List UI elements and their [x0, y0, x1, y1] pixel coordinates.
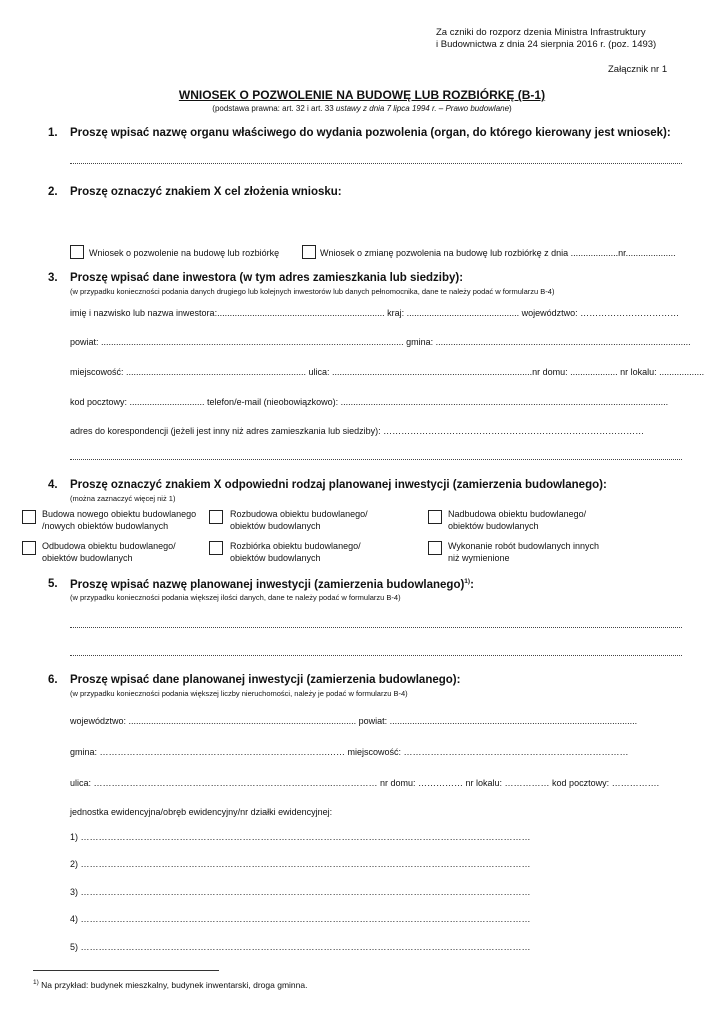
investment-name-field-2[interactable]: [70, 655, 682, 656]
header-line-1: Za czniki do rozporz dzenia Ministra Infrastruktury: [436, 27, 646, 38]
section-3-title: Proszę wpisać dane inwestora (w tym adres zamieszkania lub siedziby):: [70, 272, 464, 284]
checkbox-superstructure[interactable]: [428, 510, 442, 524]
section-1-title: Proszę wpisać nazwę organu właściwego do wydania pozwolenia (organ, do którego kierowany jest wniosek):: [70, 127, 671, 139]
section-4-note: (można zaznaczyć więcej niż 1): [70, 494, 176, 503]
authority-name-field[interactable]: [70, 163, 682, 164]
investor-name-row[interactable]: imię i nazwisko lub nazwa inwestora:................................................................... kraj: ............................................. województwo: ……………………………: [70, 308, 680, 318]
option-extension: Rozbudowa obiektu budowlanego/ obiektów budowlanych: [230, 509, 368, 531]
option-change-permit: Wniosek o zmianę pozwolenia na budowę lub rozbiórkę z dnia ...................nr....................: [320, 248, 676, 258]
cadastral-parcel-1[interactable]: 1) ……………………………………………………………………………………………………………………………………: [70, 832, 531, 842]
correspondence-address-row[interactable]: adres do korespondencji (jeżeli jest inny niż adres zamieszkania lub siedziby): ……………………………………………………………………………: [70, 426, 645, 436]
legal-basis: (podstawa prawna: art. 32 i art. 33 ustawy z dnia 7 lipca 1994 r. – Prawo budowlane): [212, 104, 512, 113]
cadastral-parcel-4[interactable]: 4) ……………………………………………………………………………………………………………………………………: [70, 914, 531, 924]
section-5-title: Proszę wpisać nazwę planowanej inwestycji (zamierzenia budowlanego)$^{1)}$:: [70, 578, 474, 591]
header-line-2: i Budownictwa z dnia 24 sierpnia 2016 r. (poz. 1493): [436, 39, 657, 50]
cadastral-parcel-2[interactable]: 2) ……………………………………………………………………………………………………………………………………: [70, 859, 531, 869]
section-1-number: 1.: [48, 127, 58, 139]
form-title: WNIOSEK O POZWOLENIE NA BUDOWĘ LUB ROZBIÓRKĘ (B-1): [178, 88, 546, 102]
checkbox-new-permit[interactable]: [70, 245, 84, 259]
checkbox-reconstruction[interactable]: [22, 541, 36, 555]
section-5-note: (w przypadku konieczności podania większej ilości danych, dane te należy podać w formularzu B-4): [70, 593, 401, 602]
investor-district-row[interactable]: powiat: ......................................................................................................................... gmina: ......................................................................................................: [70, 337, 691, 347]
footnote-separator: [33, 970, 219, 971]
section-6-note: (w przypadku konieczności podania większej liczby nieruchomości, należy je podać w formularzu B-4): [70, 689, 408, 698]
correspondence-address-field[interactable]: [70, 459, 682, 460]
option-reconstruction: Odbudowa obiektu budowlanego/ obiektów budowlanych: [42, 541, 176, 563]
option-demolition: Rozbiórka obiektu budowlanego/ obiektów budowlanych: [230, 541, 361, 563]
checkbox-other-works[interactable]: [428, 541, 442, 555]
section-3-note: (w przypadku konieczności podania danych drugiego lub kolejnych inwestorów lub danych pełnomocnika, dane te należy podać w formularzu B-4): [70, 287, 555, 296]
option-new-building: Budowa nowego obiektu budowlanego /nowych obiektów budowlanych: [42, 509, 197, 531]
section-6-number: 6.: [48, 674, 58, 686]
cadastral-parcel-5[interactable]: 5) ……………………………………………………………………………………………………………………………………: [70, 942, 531, 952]
section-6-title: Proszę wpisać dane planowanej inwestycji (zamierzenia budowlanego):: [70, 674, 461, 686]
checkbox-demolition[interactable]: [209, 541, 223, 555]
option-new-permit: Wniosek o pozwolenie na budowę lub rozbiórkę: [89, 248, 280, 258]
investment-street-row[interactable]: ulica: ……………………………………………………………………..…………… nr domu: …………… nr lokalu: …………… kod pocztowy: …………….: [70, 778, 660, 788]
section-4-number: 4.: [48, 479, 58, 491]
cadastral-parcel-3[interactable]: 3) ……………………………………………………………………………………………………………………………………: [70, 887, 531, 897]
investment-name-field-1[interactable]: [70, 627, 682, 628]
investor-contact-row[interactable]: kod pocztowy: .............................. telefon/e-mail (nieobowiązkowo): ...................................................................................................................................: [70, 397, 669, 407]
annex-label: Załącznik nr 1: [608, 64, 668, 75]
section-3-number: 3.: [48, 272, 58, 284]
option-superstructure: Nadbudowa obiektu budowlanego/ obiektów budowlanych: [448, 509, 587, 531]
section-2-number: 2.: [48, 186, 58, 198]
checkbox-new-building[interactable]: [22, 510, 36, 524]
cadastral-label: jednostka ewidencyjna/obręb ewidencyjny/nr działki ewidencyjnej:: [70, 807, 333, 817]
section-5-number: 5.: [48, 578, 58, 590]
section-4-title: Proszę oznaczyć znakiem X odpowiedni rodzaj planowanej inwestycji (zamierzenia budowlanego):: [70, 479, 607, 491]
investment-municipality-row[interactable]: gmina: ………………………………………………………………….…… miejscowość: …………………………………………………………………: [70, 747, 629, 757]
section-2-title: Proszę oznaczyć znakiem X cel złożenia wniosku:: [70, 186, 342, 198]
checkbox-extension[interactable]: [209, 510, 223, 524]
footnote: $^{1)}$ Na przykład: budynek mieszkalny, budynek inwentarski, droga gminna.: [33, 979, 308, 990]
investment-region-row[interactable]: województwo: ........................................................................................... powiat: ...................................................................................................: [70, 716, 638, 726]
option-other-works: Wykonanie robót budowlanych innych niż wymienione: [448, 541, 600, 563]
investor-address-row[interactable]: miejscowość: ........................................................................ ulica: ................................................................................nr domu: ................... nr lokalu: ..................: [70, 367, 705, 377]
checkbox-change-permit[interactable]: [302, 245, 316, 259]
